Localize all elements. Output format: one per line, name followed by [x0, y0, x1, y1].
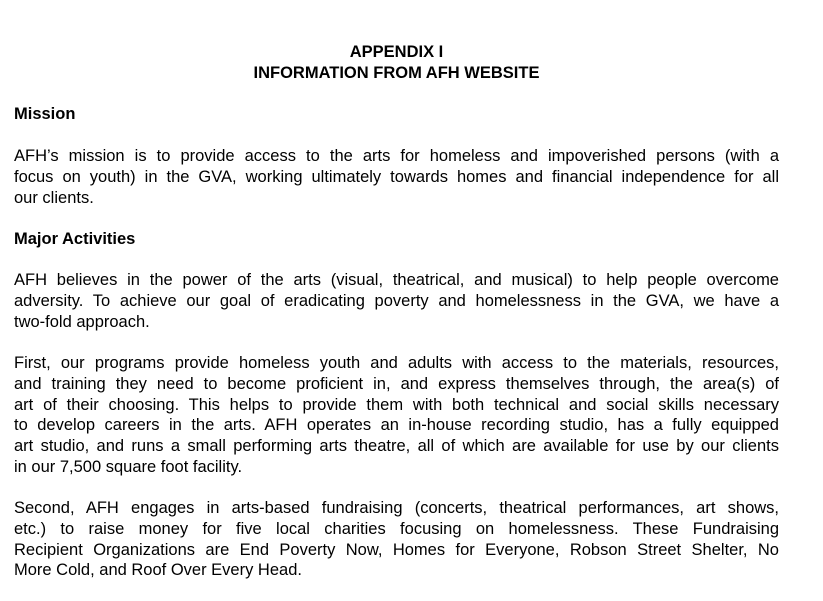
text-line: Second, AFH engages in arts-based fundraising (concerts, theatrical performances, art shows,	[14, 499, 779, 517]
text-line: art of their choosing. This helps to provide them with both technical and social skills necessary	[14, 395, 779, 414]
mission-paragraph	[14, 146, 779, 208]
activities-paragraph-second	[14, 498, 779, 581]
section-heading-mission: Mission	[14, 105, 76, 123]
appendix-subtitle: INFORMATION FROM AFH WEBSITE	[253, 64, 540, 82]
activities-paragraph-first	[14, 353, 779, 478]
text-line: AFH believes in the power of the arts (visual, theatrical, and musical) to help people overcome	[14, 271, 779, 289]
appendix-title: APPENDIX I	[349, 43, 444, 61]
activities-paragraph-intro	[14, 270, 779, 332]
text-line: AFH’s mission is to provide access to the arts for homeless and impoverished persons (with a	[14, 147, 779, 165]
text-line: focus on youth) in the GVA, working ultimately towards homes and financial independence for all	[14, 167, 779, 186]
text-line: two-fold approach.	[14, 312, 150, 331]
text-line: to develop careers in the arts. AFH operates an in-house recording studio, has a fully equipped	[14, 416, 779, 435]
text-line: in our 7,500 square foot facility.	[14, 457, 243, 476]
text-line: Recipient Organizations are End Poverty Now, Homes for Everyone, Robson Street Shelter, No	[14, 540, 779, 559]
text-line: etc.) to raise money for five local charities focusing on homelessness. These Fundraising	[14, 519, 779, 538]
text-line: First, our programs provide homeless youth and adults with access to the materials, resources,	[14, 354, 779, 372]
text-line: our clients.	[14, 188, 94, 207]
text-line: More Cold, and Roof Over Every Head.	[14, 561, 302, 580]
text-line: adversity. To achieve our goal of eradicating poverty and homelessness in the GVA, we have a	[14, 291, 779, 310]
text-line: art studio, and runs a small performing arts theatre, all of which are available for use by our clients	[14, 437, 779, 456]
text-line: and training they need to become proficient in, and express themselves through, the area(s) of	[14, 374, 779, 393]
section-heading-major-activities: Major Activities	[14, 230, 136, 248]
